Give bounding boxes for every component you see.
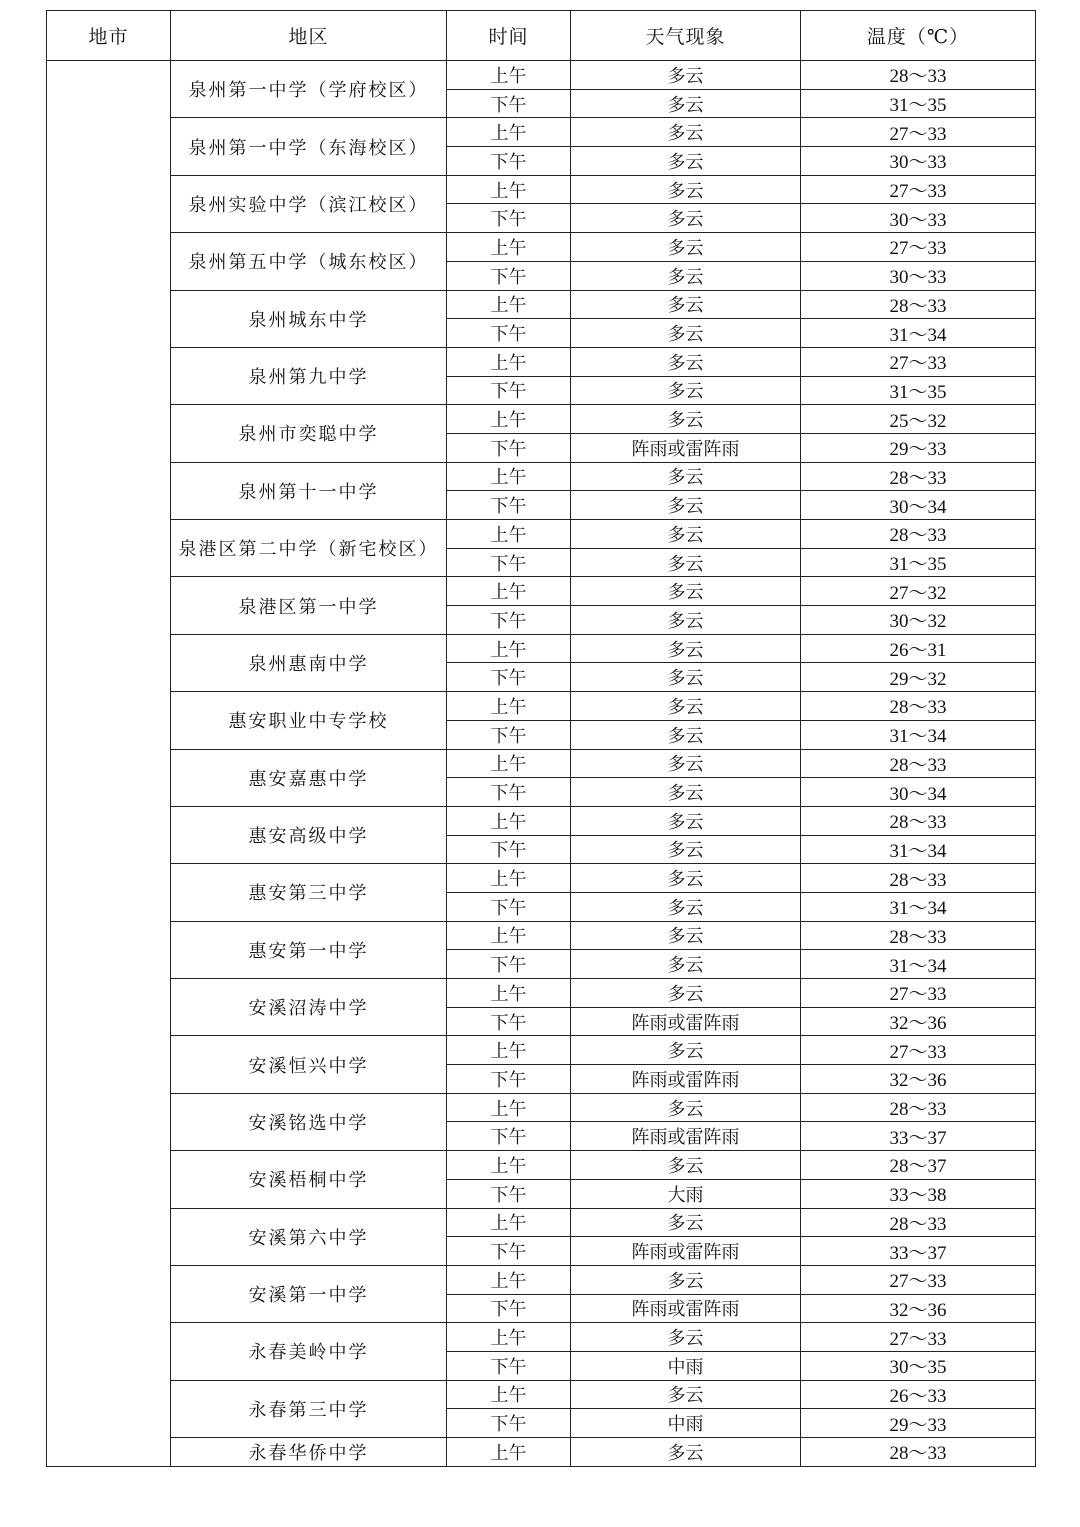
- header-weather: 天气现象: [571, 11, 801, 61]
- time-cell: 下午: [447, 491, 571, 520]
- weather-cell: 多云: [571, 692, 801, 721]
- table-row: [47, 175, 1036, 204]
- temperature-cell: 28～33: [801, 921, 1036, 950]
- weather-cell: 多云: [571, 634, 801, 663]
- temperature-cell: 27～33: [801, 1265, 1036, 1294]
- temperature-cell: 33～37: [801, 1237, 1036, 1266]
- table-row: [47, 749, 1036, 778]
- weather-cell: 多云: [571, 749, 801, 778]
- weather-cell: 阵雨或雷阵雨: [571, 1065, 801, 1094]
- table-row: [47, 634, 1036, 663]
- time-cell: 上午: [447, 577, 571, 606]
- temperature-cell: 28～33: [801, 290, 1036, 319]
- weather-cell: 阵雨或雷阵雨: [571, 1007, 801, 1036]
- time-cell: 上午: [447, 692, 571, 721]
- temperature-cell: 30～32: [801, 606, 1036, 635]
- time-cell: 下午: [447, 319, 571, 348]
- table-row: [47, 806, 1036, 835]
- table-row: [47, 347, 1036, 376]
- weather-cell: 阵雨或雷阵雨: [571, 1122, 801, 1151]
- weather-cell: 多云: [571, 950, 801, 979]
- school-name-cell: 安溪铭选中学: [171, 1093, 447, 1150]
- time-cell: 下午: [447, 1065, 571, 1094]
- time-cell: 下午: [447, 261, 571, 290]
- time-cell: 下午: [447, 778, 571, 807]
- temperature-cell: 31～34: [801, 950, 1036, 979]
- header-time: 时间: [447, 11, 571, 61]
- table-row: [47, 1151, 1036, 1180]
- weather-cell: 多云: [571, 577, 801, 606]
- temperature-cell: 31～34: [801, 720, 1036, 749]
- weather-cell: 多云: [571, 1265, 801, 1294]
- temperature-cell: 27～33: [801, 118, 1036, 147]
- time-cell: 下午: [447, 89, 571, 118]
- time-cell: 上午: [447, 921, 571, 950]
- header-area: 地区: [171, 11, 447, 61]
- temperature-cell: 31～35: [801, 89, 1036, 118]
- temperature-cell: 28～33: [801, 692, 1036, 721]
- weather-cell: 多云: [571, 491, 801, 520]
- temperature-cell: 29～32: [801, 663, 1036, 692]
- temperature-cell: 29～33: [801, 433, 1036, 462]
- table-row: [47, 520, 1036, 549]
- school-name-cell: 永春第三中学: [171, 1380, 447, 1437]
- table-row: [47, 405, 1036, 434]
- time-cell: 上午: [447, 864, 571, 893]
- table-row: [47, 1265, 1036, 1294]
- table-row: [47, 692, 1036, 721]
- school-name-cell: 泉州城东中学: [171, 290, 447, 347]
- time-cell: 上午: [447, 462, 571, 491]
- weather-cell: 多云: [571, 1438, 801, 1467]
- temperature-cell: 28～33: [801, 1438, 1036, 1467]
- table-row: [47, 233, 1036, 262]
- weather-cell: 多云: [571, 1208, 801, 1237]
- time-cell: 下午: [447, 548, 571, 577]
- table-header: [47, 11, 1036, 61]
- weather-cell: 多云: [571, 290, 801, 319]
- weather-cell: 多云: [571, 233, 801, 262]
- temperature-cell: 32～36: [801, 1065, 1036, 1094]
- weather-cell: 阵雨或雷阵雨: [571, 433, 801, 462]
- weather-cell: 多云: [571, 1323, 801, 1352]
- header-row: [47, 11, 1036, 61]
- temperature-cell: 28～33: [801, 749, 1036, 778]
- temperature-cell: 30～33: [801, 147, 1036, 176]
- temperature-cell: 28～33: [801, 864, 1036, 893]
- time-cell: 上午: [447, 1438, 571, 1467]
- temperature-cell: 28～33: [801, 520, 1036, 549]
- school-name-cell: 惠安高级中学: [171, 806, 447, 863]
- time-cell: 上午: [447, 233, 571, 262]
- header-temperature: 温度（℃）: [801, 11, 1036, 61]
- school-name-cell: 泉港区第二中学（新宅校区）: [171, 520, 447, 577]
- time-cell: 上午: [447, 979, 571, 1008]
- weather-cell: 多云: [571, 979, 801, 1008]
- weather-cell: 多云: [571, 89, 801, 118]
- school-name-cell: 泉州第十一中学: [171, 462, 447, 519]
- school-name-cell: 惠安嘉惠中学: [171, 749, 447, 806]
- temperature-cell: 28～33: [801, 1093, 1036, 1122]
- temperature-cell: 31～35: [801, 376, 1036, 405]
- temperature-cell: 30～33: [801, 204, 1036, 233]
- weather-cell: 多云: [571, 319, 801, 348]
- temperature-cell: 33～38: [801, 1179, 1036, 1208]
- temperature-cell: 30～34: [801, 491, 1036, 520]
- weather-cell: 多云: [571, 376, 801, 405]
- temperature-cell: 28～33: [801, 462, 1036, 491]
- school-name-cell: 泉港区第一中学: [171, 577, 447, 634]
- time-cell: 下午: [447, 892, 571, 921]
- weather-cell: 阵雨或雷阵雨: [571, 1294, 801, 1323]
- time-cell: 下午: [447, 663, 571, 692]
- time-cell: 下午: [447, 1179, 571, 1208]
- school-name-cell: 泉州惠南中学: [171, 634, 447, 691]
- time-cell: 下午: [447, 720, 571, 749]
- table-row: [47, 577, 1036, 606]
- temperature-cell: 31～34: [801, 319, 1036, 348]
- table-row: [47, 979, 1036, 1008]
- school-name-cell: 泉州第一中学（东海校区）: [171, 118, 447, 175]
- temperature-cell: 28～33: [801, 806, 1036, 835]
- time-cell: 上午: [447, 749, 571, 778]
- table-row: [47, 1036, 1036, 1065]
- weather-cell: 多云: [571, 778, 801, 807]
- temperature-cell: 27～33: [801, 233, 1036, 262]
- temperature-cell: 30～34: [801, 778, 1036, 807]
- time-cell: 下午: [447, 835, 571, 864]
- weather-cell: 多云: [571, 1380, 801, 1409]
- weather-cell: 多云: [571, 347, 801, 376]
- weather-cell: 多云: [571, 806, 801, 835]
- time-cell: 下午: [447, 1007, 571, 1036]
- weather-cell: 多云: [571, 921, 801, 950]
- time-cell: 上午: [447, 118, 571, 147]
- weather-cell: 多云: [571, 864, 801, 893]
- time-cell: 上午: [447, 520, 571, 549]
- weather-cell: 大雨: [571, 1179, 801, 1208]
- table-row: [47, 290, 1036, 319]
- weather-cell: 多云: [571, 548, 801, 577]
- weather-cell: 多云: [571, 204, 801, 233]
- school-name-cell: 泉州第五中学（城东校区）: [171, 233, 447, 290]
- weather-cell: 多云: [571, 663, 801, 692]
- temperature-cell: 32～36: [801, 1007, 1036, 1036]
- table-row: [47, 118, 1036, 147]
- table-row: [47, 864, 1036, 893]
- time-cell: 上午: [447, 290, 571, 319]
- weather-cell: 中雨: [571, 1351, 801, 1380]
- weather-cell: 多云: [571, 462, 801, 491]
- temperature-cell: 27～32: [801, 577, 1036, 606]
- weather-cell: 多云: [571, 606, 801, 635]
- header-city: 地市: [47, 11, 171, 61]
- temperature-cell: 32～36: [801, 1294, 1036, 1323]
- time-cell: 上午: [447, 61, 571, 90]
- temperature-cell: 28～33: [801, 1208, 1036, 1237]
- weather-cell: 多云: [571, 835, 801, 864]
- time-cell: 上午: [447, 1208, 571, 1237]
- temperature-cell: 31～35: [801, 548, 1036, 577]
- school-name-cell: 泉州市奕聪中学: [171, 405, 447, 462]
- temperature-cell: 31～34: [801, 892, 1036, 921]
- table-row: [47, 1323, 1036, 1352]
- table-body: [47, 61, 1036, 1467]
- time-cell: 上午: [447, 1323, 571, 1352]
- time-cell: 下午: [447, 1409, 571, 1438]
- weather-cell: 多云: [571, 1036, 801, 1065]
- time-cell: 上午: [447, 1036, 571, 1065]
- table-row: [47, 462, 1036, 491]
- weather-cell: 多云: [571, 1093, 801, 1122]
- temperature-cell: 26～33: [801, 1380, 1036, 1409]
- school-name-cell: 安溪恒兴中学: [171, 1036, 447, 1093]
- temperature-cell: 27～33: [801, 175, 1036, 204]
- time-cell: 上午: [447, 405, 571, 434]
- school-name-cell: 安溪梧桐中学: [171, 1151, 447, 1208]
- time-cell: 下午: [447, 147, 571, 176]
- weather-cell: 多云: [571, 61, 801, 90]
- time-cell: 下午: [447, 433, 571, 462]
- school-name-cell: 永春华侨中学: [171, 1438, 447, 1467]
- weather-cell: 多云: [571, 261, 801, 290]
- weather-table: [46, 10, 1036, 1467]
- school-name-cell: 惠安第一中学: [171, 921, 447, 978]
- time-cell: 下午: [447, 1351, 571, 1380]
- time-cell: 下午: [447, 376, 571, 405]
- temperature-cell: 25～32: [801, 405, 1036, 434]
- temperature-cell: 29～33: [801, 1409, 1036, 1438]
- time-cell: 上午: [447, 634, 571, 663]
- table-row: [47, 1438, 1036, 1467]
- weather-cell: 多云: [571, 720, 801, 749]
- weather-cell: 多云: [571, 118, 801, 147]
- weather-cell: 多云: [571, 520, 801, 549]
- table-row: [47, 1093, 1036, 1122]
- temperature-cell: 27～33: [801, 979, 1036, 1008]
- time-cell: 上午: [447, 1093, 571, 1122]
- weather-cell: 多云: [571, 175, 801, 204]
- city-cell: [47, 61, 171, 1467]
- weather-cell: 多云: [571, 405, 801, 434]
- temperature-cell: 31～34: [801, 835, 1036, 864]
- time-cell: 下午: [447, 1122, 571, 1151]
- time-cell: 下午: [447, 1294, 571, 1323]
- temperature-cell: 27～33: [801, 347, 1036, 376]
- time-cell: 下午: [447, 1237, 571, 1266]
- time-cell: 上午: [447, 1265, 571, 1294]
- time-cell: 上午: [447, 347, 571, 376]
- school-name-cell: 安溪第六中学: [171, 1208, 447, 1265]
- table-row: [47, 61, 1036, 90]
- weather-cell: 阵雨或雷阵雨: [571, 1237, 801, 1266]
- table-row: [47, 1208, 1036, 1237]
- weather-cell: 中雨: [571, 1409, 801, 1438]
- time-cell: 上午: [447, 1380, 571, 1409]
- temperature-cell: 30～35: [801, 1351, 1036, 1380]
- time-cell: 上午: [447, 1151, 571, 1180]
- temperature-cell: 27～33: [801, 1323, 1036, 1352]
- school-name-cell: 泉州第一中学（学府校区）: [171, 61, 447, 118]
- school-name-cell: 惠安第三中学: [171, 864, 447, 921]
- temperature-cell: 27～33: [801, 1036, 1036, 1065]
- time-cell: 下午: [447, 950, 571, 979]
- school-name-cell: 安溪第一中学: [171, 1265, 447, 1322]
- school-name-cell: 泉州实验中学（滨江校区）: [171, 175, 447, 232]
- time-cell: 上午: [447, 806, 571, 835]
- time-cell: 上午: [447, 175, 571, 204]
- temperature-cell: 28～33: [801, 61, 1036, 90]
- table-row: [47, 1380, 1036, 1409]
- school-name-cell: 惠安职业中专学校: [171, 692, 447, 749]
- temperature-cell: 26～31: [801, 634, 1036, 663]
- time-cell: 下午: [447, 606, 571, 635]
- school-name-cell: 泉州第九中学: [171, 347, 447, 404]
- school-name-cell: 安溪沼涛中学: [171, 979, 447, 1036]
- temperature-cell: 28～37: [801, 1151, 1036, 1180]
- table-row: [47, 921, 1036, 950]
- temperature-cell: 30～33: [801, 261, 1036, 290]
- school-name-cell: 永春美岭中学: [171, 1323, 447, 1380]
- time-cell: 下午: [447, 204, 571, 233]
- weather-cell: 多云: [571, 892, 801, 921]
- weather-cell: 多云: [571, 1151, 801, 1180]
- temperature-cell: 33～37: [801, 1122, 1036, 1151]
- weather-cell: 多云: [571, 147, 801, 176]
